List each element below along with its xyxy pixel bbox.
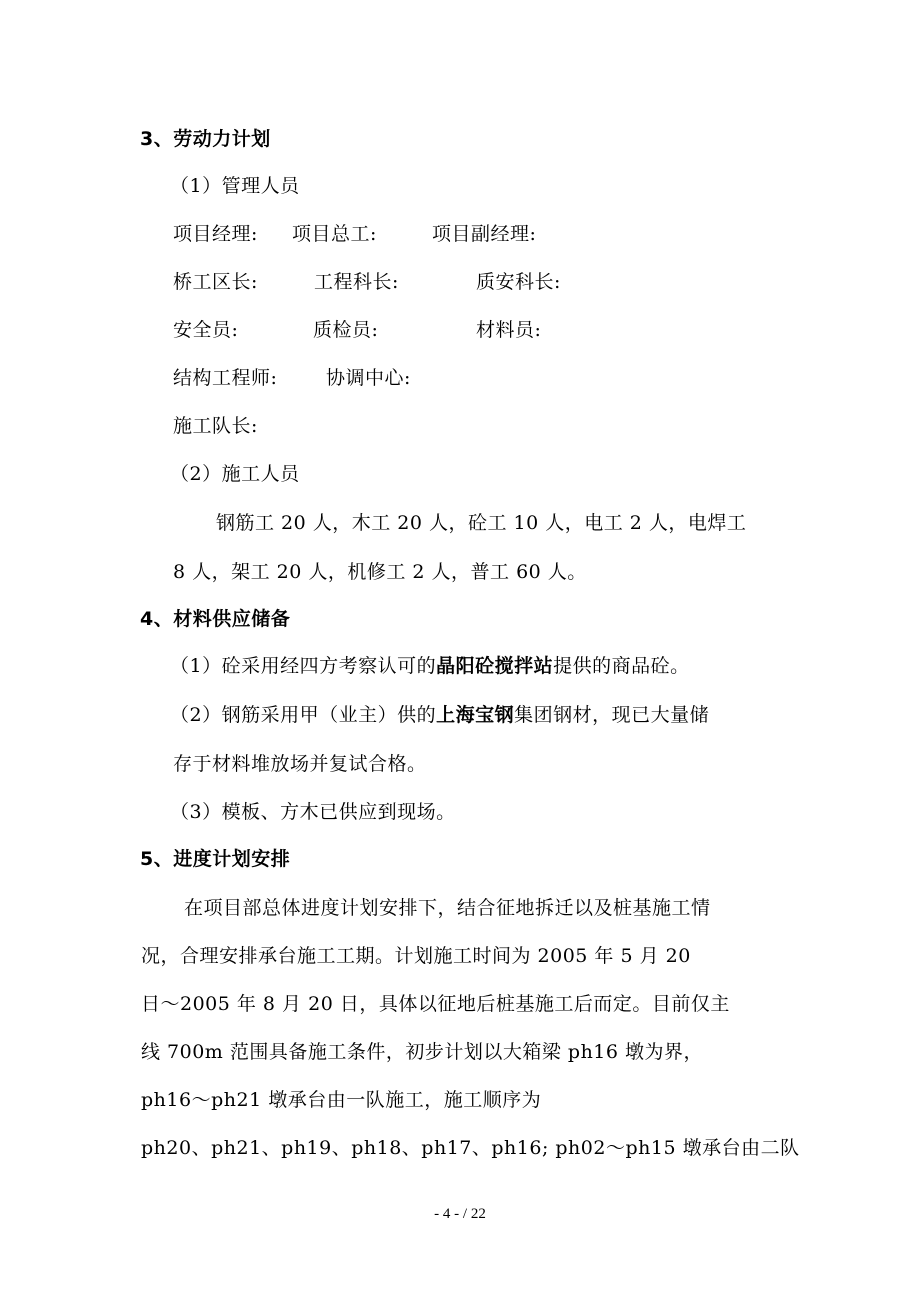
concrete-plant-name: 晶阳砼搅拌站	[436, 655, 554, 677]
material-item-2-text-a: （2）钢筋采用甲（业主）供的	[170, 704, 437, 726]
material-item-1-text-c: 提供的商品砼。	[553, 655, 690, 677]
management-staff-subheading: （1）管理人员	[170, 175, 300, 197]
structural-engineer-label: 结构工程师:	[173, 367, 278, 389]
schedule-paragraph-line-1: 在项目部总体进度计划安排下，结合征地拆迁以及桩基施工情	[184, 897, 711, 919]
bridge-section-chief-label: 桥工区长:	[173, 271, 258, 293]
schedule-paragraph-line-4: 线 700m 范围具备施工条件，初步计划以大箱梁 ph16 墩为界，	[141, 1041, 704, 1063]
quality-safety-chief-label: 质安科长:	[476, 271, 561, 293]
safety-officer-label: 安全员:	[173, 319, 239, 341]
section-5-heading: 5、进度计划安排	[140, 848, 291, 870]
project-manager-label: 项目经理:	[173, 223, 258, 245]
material-item-3: （3）模板、方木已供应到现场。	[170, 801, 456, 823]
schedule-paragraph-line-6: ph20、ph21、ph19、ph18、ph17、ph16; ph02～ph15 墩承台由二队	[141, 1137, 800, 1159]
materials-officer-label: 材料员:	[476, 319, 542, 341]
team-leader-label: 施工队长:	[173, 415, 258, 437]
quality-inspector-label: 质检员:	[313, 319, 379, 341]
deputy-manager-label: 项目副经理:	[432, 223, 537, 245]
workers-text-line-2: 8 人，架工 20 人，机修工 2 人，普工 60 人。	[173, 561, 587, 583]
material-item-1-text-a: （1）砼采用经四方考察认可的	[170, 655, 437, 677]
chief-engineer-label: 项目总工:	[292, 223, 377, 245]
engineering-chief-label: 工程科长:	[314, 271, 399, 293]
construction-staff-subheading: （2）施工人员	[170, 463, 300, 485]
schedule-paragraph-line-2: 况，合理安排承台施工工期。计划施工时间为 2005 年 5 月 20	[141, 945, 691, 967]
material-item-2-text-c: 集团钢材，现已大量储	[514, 704, 710, 726]
workers-text-line-1: 钢筋工 20 人，木工 20 人，砼工 10 人，电工 2 人，电焊工	[216, 512, 747, 534]
page-number-footer: - 4 - / 22	[434, 1206, 486, 1222]
coordination-center-label: 协调中心:	[326, 367, 411, 389]
section-3-heading: 3、劳动力计划	[140, 128, 271, 150]
material-item-1	[170, 653, 690, 679]
steel-supplier-name: 上海宝钢	[436, 704, 515, 726]
section-4-heading: 4、材料供应储备	[140, 608, 291, 630]
schedule-paragraph-line-3: 日～2005 年 8 月 20 日，具体以征地后桩基施工后而定。目前仅主	[141, 993, 730, 1015]
material-item-2-line-2: 存于材料堆放场并复试合格。	[173, 753, 427, 775]
schedule-paragraph-line-5: ph16～ph21 墩承台由一队施工，施工顺序为	[141, 1089, 542, 1111]
material-item-2	[170, 702, 709, 728]
